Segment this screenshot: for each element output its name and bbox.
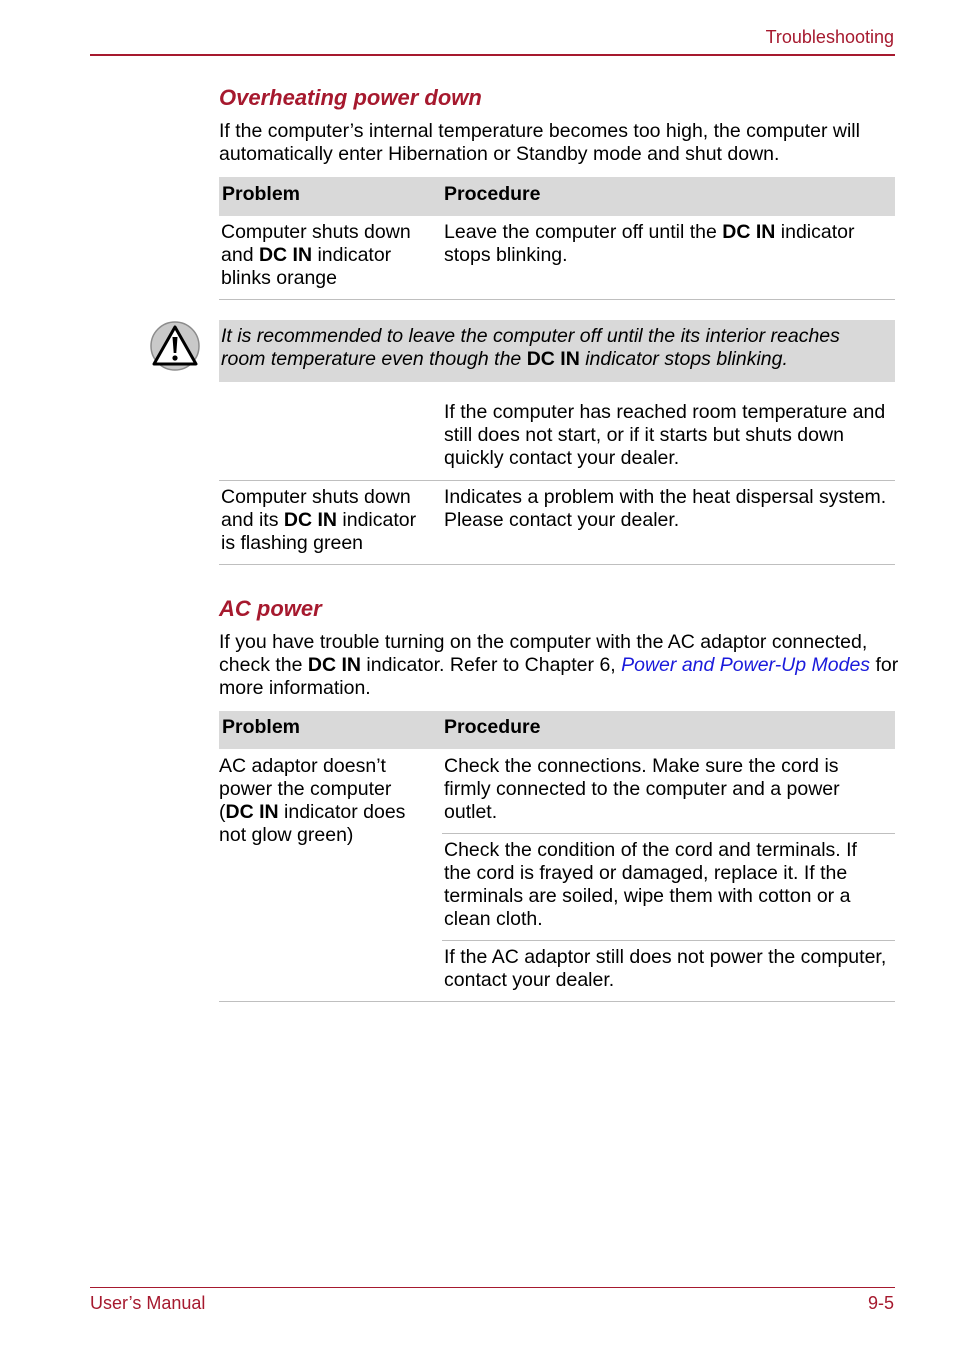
table-header-overheating (219, 177, 895, 216)
ac-power-intro: If you have trouble turning on the computer with the AC adaptor connected, check the DC IN indicator. Refer to Chapter 6, Power and Power-Up Modes for more information. (219, 631, 899, 699)
table-divider (219, 480, 895, 481)
page-number: 9-5 (867, 1293, 894, 1313)
table-subdivider (442, 833, 895, 834)
ac-power-procedure-1: Check the connections. Make sure the cord is firmly connected to the computer and a power outlet. (444, 755, 840, 823)
header-rule (90, 54, 895, 56)
running-header: Troubleshooting (765, 27, 894, 47)
table-divider (219, 1001, 895, 1002)
table-header-ac-power (219, 711, 895, 749)
table-divider (219, 299, 895, 300)
overheating-row1-procedure: Leave the computer off until the DC IN indicator stops blinking. (444, 221, 855, 266)
table-subdivider (442, 940, 895, 941)
overheating-row2-procedure: Indicates a problem with the heat dispersal system. Please contact your dealer. (444, 486, 887, 531)
col-problem-header: Problem (222, 716, 301, 738)
ac-power-procedure-2: Check the condition of the cord and terminals. If the cord is frayed or damaged, replace it. If the terminals are soiled, wipe them with cotton or a clean cloth. (444, 839, 857, 930)
table-divider (219, 564, 895, 565)
footer-rule (90, 1287, 895, 1288)
ac-power-row1-problem: AC adaptor doesn’t power the computer (DC IN indicator does not glow green) (219, 755, 406, 846)
section-title-ac-power: AC power (219, 596, 322, 621)
ac-power-procedure-3: If the AC adaptor still does not power the computer, contact your dealer. (444, 946, 887, 991)
warning-note (219, 320, 895, 382)
section-title-overheating: Overheating power down (219, 85, 482, 110)
col-procedure-header: Procedure (444, 716, 541, 738)
col-procedure-header: Procedure (444, 183, 541, 205)
overheating-row1-procedure-continued: If the computer has reached room temperature and still does not start, or if it starts but shuts down quickly contact your dealer. (444, 401, 886, 469)
overheating-intro: If the computer’s internal temperature becomes too high, the computer will automatically enter Hibernation or Standby mode and shut down. (219, 120, 860, 165)
warning-note-text: It is recommended to leave the computer off until the its interior reaches room temperature even though the DC IN indicator stops blinking. (221, 325, 840, 370)
chapter-link[interactable]: Power and Power-Up Modes (621, 654, 871, 676)
overheating-row1-problem: Computer shuts down and DC IN indicator blinks orange (221, 221, 411, 289)
overheating-row2-problem: Computer shuts down and its DC IN indicator is flashing green (221, 486, 417, 554)
warning-icon (149, 320, 201, 372)
col-problem-header: Problem (222, 183, 301, 205)
footer-manual-title: User’s Manual (90, 1293, 206, 1313)
